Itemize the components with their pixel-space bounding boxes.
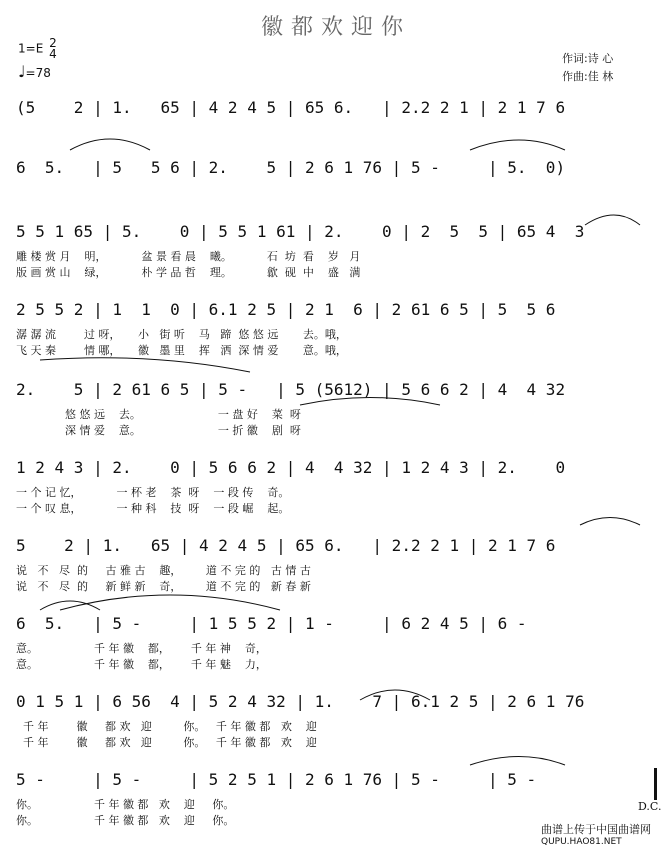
score-system <box>0 692 672 762</box>
song-title: 徽都欢迎你 <box>260 15 411 40</box>
lyric-verse-2: 飞 天 秦 情 哪， 徽 墨 里 挥 洒 深 情 爱 意。哦， <box>16 344 347 357</box>
lyricist: 作词:诗 心 <box>562 52 614 65</box>
lyric-verse-2: 一 个 叹 息， 一 种 科 技 呀 一 段 崛 起。 <box>16 502 290 515</box>
lyric-verse-1: 你。 千 年 徽 都 欢 迎 你。 <box>16 798 235 811</box>
notation-line: 5 2 | 1. 65 | 4 2 4 5 | 65 6. | 2.2 2 1 | 2 1 7 6 <box>16 536 556 555</box>
time-denominator: 4 <box>49 47 57 61</box>
footer-url: QUPU.HAO81.NET <box>541 837 622 847</box>
notation-line: (5 2 | 1. 65 | 4 2 4 5 | 65 6. | 2.2 2 1 | 2 1 7 6 <box>16 98 566 117</box>
lyric-verse-1: 雕 楼 赏 月 明， 盆 景 看 晨 曦。 石 坊 看 岁 月 <box>16 250 361 263</box>
tempo-marking <box>18 62 51 81</box>
key-signature <box>18 38 57 60</box>
lyric-verse-1: 一 个 记 忆， 一 杯 老 茶 呀 一 段 传 奇。 <box>16 486 290 499</box>
lyric-verse-2: 深 情 爱 意。 一 折 徽 剧 呀 <box>16 424 301 437</box>
notation-line: 1 2 4 3 | 2. 0 | 5 6 6 2 | 4 4 32 | 1 2 4 3 | 2. 0 <box>16 458 566 477</box>
tempo-value: =78 <box>25 66 51 80</box>
notation-line: 5 5 1 65 | 5. 0 | 5 5 1 61 | 2. 0 | 2 5 5 | 65 4 3 <box>16 222 585 241</box>
score-system <box>0 458 672 528</box>
da-capo-marking: D.C. <box>638 800 662 813</box>
composer: 作曲:佳 林 <box>562 70 614 83</box>
lyric-verse-2: 说 不 尽 的 新 鲜 新 奇， 道 不 完 的 新 春 新 <box>16 580 311 593</box>
credits <box>562 50 613 86</box>
notation-line: 5 - | 5 - | 5 2 5 1 | 2 6 1 76 | 5 - | 5 - <box>16 770 537 789</box>
lyric-verse-1: 意。 千 年 徽 都， 千 年 神 奇， <box>16 642 267 655</box>
final-barline <box>654 768 657 800</box>
lyric-verse-2: 你。 千 年 徽 都 欢 迎 你。 <box>16 814 235 827</box>
footer-text: 曲谱上传于中国曲谱网 <box>541 823 651 836</box>
lyric-verse-2: 意。 千 年 徽 都， 千 年 魅 力， <box>16 658 267 671</box>
notation-line: 0 1 5 1 | 6 56 4 | 5 2 4 32 | 1. 7 | 6.1 2 5 | 2 6 1 76 <box>16 692 585 711</box>
notation-line: 2. 5 | 2 61 6 5 | 5 - | 5 (5612) | 5 6 6 2 | 4 4 32 <box>16 380 566 399</box>
lyric-verse-1: 说 不 尽 的 古 雅 古 趣， 道 不 完 的 古 情 古 <box>16 564 311 577</box>
score-system <box>0 222 672 292</box>
time-numerator: 2 <box>49 36 57 50</box>
score-system <box>0 300 672 370</box>
footer-watermark <box>541 824 651 848</box>
key-label: 1=E <box>18 41 44 56</box>
score-system <box>0 614 672 684</box>
notation-line: 6 5. | 5 5 6 | 2. 5 | 2 6 1 76 | 5 - | 5. 0) <box>16 158 566 177</box>
lyric-verse-1: 悠 悠 远 去。 一 盘 好 菜 呀 <box>16 408 301 421</box>
score-system <box>0 536 672 606</box>
lyric-verse-2: 版 画 赏 山 绿， 朴 学 品 哲 理。 歙 砚 中 盛 满 <box>16 266 361 279</box>
score-system <box>0 158 672 228</box>
lyric-verse-1: 千 年 徽 都 欢 迎 你。 千 年 徽 都 欢 迎 <box>16 720 317 733</box>
time-signature <box>49 38 57 60</box>
notation-line: 6 5. | 5 - | 1 5 5 2 | 1 - | 6 2 4 5 | 6 - <box>16 614 527 633</box>
notation-line: 2 5 5 2 | 1 1 0 | 6.1 2 5 | 2 1 6 | 2 61 6 5 | 5 5 6 <box>16 300 556 319</box>
lyric-verse-1: 潺 潺 流 过 呀， 小 街 听 马 蹄 悠 悠 远 去。哦， <box>16 328 347 341</box>
lyric-verse-2: 千 年 徽 都 欢 迎 你。 千 年 徽 都 欢 迎 <box>16 736 317 749</box>
quarter-note-icon: ♩ <box>18 62 26 81</box>
score-system <box>0 380 672 450</box>
